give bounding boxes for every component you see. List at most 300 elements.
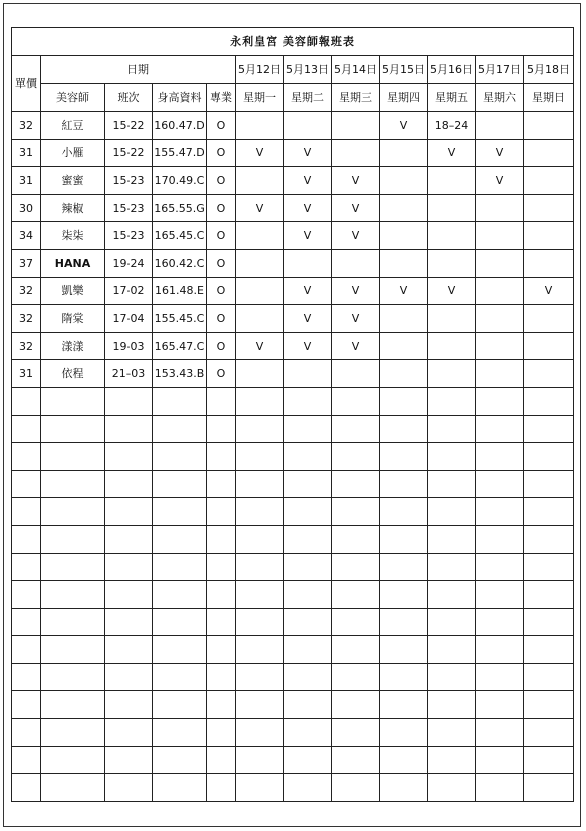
empty-cell [284,553,332,581]
day-cell [428,222,476,250]
shift-cell: 19-03 [105,332,153,360]
empty-cell [428,553,476,581]
empty-cell [105,498,153,526]
price-cell: 30 [12,194,41,222]
empty-cell [105,746,153,774]
empty-cell [476,581,524,609]
empty-cell [153,525,207,553]
day-cell: V [284,277,332,305]
empty-cell [284,387,332,415]
empty-cell [236,581,284,609]
header-weekday: 星期日 [524,84,574,112]
empty-cell [207,636,236,664]
empty-cell [207,443,236,471]
empty-cell [524,774,574,802]
empty-cell [476,608,524,636]
day-cell [284,112,332,140]
day-cell [524,112,574,140]
empty-cell [428,525,476,553]
table-row [12,112,574,140]
empty-cell [284,608,332,636]
empty-cell [380,498,428,526]
empty-cell [284,691,332,719]
empty-cell [12,415,41,443]
empty-cell [12,719,41,747]
empty-cell [153,443,207,471]
empty-cell [476,387,524,415]
empty-cell [380,443,428,471]
empty-cell [332,691,380,719]
empty-cell [236,415,284,443]
day-cell [428,332,476,360]
empty-cell [207,525,236,553]
empty-cell [41,719,105,747]
name-cell: HANA [41,249,105,277]
empty-cell [524,498,574,526]
shift-cell: 15-23 [105,222,153,250]
empty-row [12,746,574,774]
day-cell [524,194,574,222]
empty-cell [207,691,236,719]
special-cell: O [207,139,236,167]
empty-cell [476,415,524,443]
day-cell [332,249,380,277]
empty-cell [153,663,207,691]
empty-cell [41,774,105,802]
empty-cell [284,470,332,498]
day-cell [524,249,574,277]
empty-cell [12,498,41,526]
empty-cell [524,387,574,415]
empty-cell [236,774,284,802]
day-cell: V [284,305,332,333]
empty-cell [153,608,207,636]
empty-cell [332,498,380,526]
table-row [12,139,574,167]
header-shift: 班次 [105,84,153,112]
shift-cell: 17-04 [105,305,153,333]
day-cell [524,305,574,333]
empty-cell [153,691,207,719]
name-cell: 凱樂 [41,277,105,305]
shift-cell: 21–03 [105,360,153,388]
profile-cell: 165.55.G [153,194,207,222]
day-cell: V [332,167,380,195]
schedule-table [11,27,574,802]
empty-cell [12,746,41,774]
day-cell [476,222,524,250]
header-day-date: 5月14日 [332,56,380,84]
empty-cell [332,443,380,471]
name-cell: 小雁 [41,139,105,167]
empty-row [12,470,574,498]
price-cell: 37 [12,249,41,277]
name-cell: 隋棠 [41,305,105,333]
day-cell [236,167,284,195]
empty-cell [153,498,207,526]
empty-cell [332,553,380,581]
empty-cell [284,719,332,747]
special-cell: O [207,305,236,333]
empty-cell [476,498,524,526]
profile-cell: 155.47.D [153,139,207,167]
empty-cell [476,746,524,774]
price-cell: 34 [12,222,41,250]
empty-cell [284,525,332,553]
empty-cell [524,636,574,664]
empty-cell [207,663,236,691]
empty-cell [236,636,284,664]
empty-cell [380,719,428,747]
day-cell [284,249,332,277]
empty-cell [380,470,428,498]
day-cell [380,249,428,277]
empty-cell [428,774,476,802]
price-cell: 32 [12,277,41,305]
profile-cell: 170.49.C [153,167,207,195]
empty-cell [12,663,41,691]
profile-cell: 161.48.E [153,277,207,305]
header-weekday: 星期二 [284,84,332,112]
empty-cell [207,774,236,802]
empty-cell [236,663,284,691]
empty-cell [524,663,574,691]
empty-cell [284,443,332,471]
day-cell [284,360,332,388]
shift-cell: 19-24 [105,249,153,277]
day-cell [380,139,428,167]
empty-cell [236,553,284,581]
empty-cell [236,387,284,415]
price-cell: 32 [12,332,41,360]
empty-cell [41,663,105,691]
day-cell [380,222,428,250]
day-cell: V [476,167,524,195]
day-cell [428,167,476,195]
empty-cell [428,636,476,664]
empty-cell [476,663,524,691]
day-cell [428,249,476,277]
name-cell: 柒柒 [41,222,105,250]
empty-cell [380,415,428,443]
empty-cell [236,470,284,498]
empty-cell [41,470,105,498]
empty-cell [41,443,105,471]
empty-cell [41,415,105,443]
header-date: 日期 [41,56,236,84]
empty-cell [332,746,380,774]
empty-cell [236,525,284,553]
header-special: 專業 [207,84,236,112]
price-cell: 32 [12,112,41,140]
table-row [12,222,574,250]
empty-cell [428,746,476,774]
day-cell [236,112,284,140]
empty-cell [428,663,476,691]
empty-cell [428,608,476,636]
day-cell [380,194,428,222]
empty-cell [284,636,332,664]
empty-cell [105,553,153,581]
empty-cell [207,415,236,443]
empty-cell [12,636,41,664]
empty-cell [332,470,380,498]
special-cell: O [207,332,236,360]
empty-cell [105,636,153,664]
day-cell: V [332,332,380,360]
empty-cell [105,443,153,471]
empty-cell [105,608,153,636]
empty-cell [524,691,574,719]
empty-row [12,387,574,415]
table-row [12,305,574,333]
empty-cell [524,581,574,609]
empty-cell [332,608,380,636]
day-cell: V [524,277,574,305]
special-cell: O [207,249,236,277]
empty-cell [207,719,236,747]
empty-cell [332,415,380,443]
empty-row [12,608,574,636]
day-cell: V [332,222,380,250]
empty-cell [12,470,41,498]
day-cell: V [284,222,332,250]
day-cell [236,222,284,250]
table-row [12,194,574,222]
empty-cell [105,525,153,553]
shift-cell: 17-02 [105,277,153,305]
empty-cell [284,746,332,774]
profile-cell: 160.42.C [153,249,207,277]
day-cell [476,249,524,277]
day-cell: V [332,194,380,222]
day-cell [524,332,574,360]
empty-cell [207,581,236,609]
day-cell [380,305,428,333]
empty-cell [284,774,332,802]
table-row [12,332,574,360]
empty-cell [380,636,428,664]
empty-cell [524,553,574,581]
day-cell: V [476,139,524,167]
empty-cell [332,774,380,802]
empty-cell [380,387,428,415]
day-cell [236,360,284,388]
empty-cell [476,636,524,664]
day-cell: V [428,277,476,305]
empty-cell [153,387,207,415]
empty-cell [428,443,476,471]
special-cell: O [207,277,236,305]
empty-cell [476,691,524,719]
day-cell: V [236,139,284,167]
day-cell [428,360,476,388]
empty-cell [284,415,332,443]
shift-cell: 15-23 [105,167,153,195]
empty-cell [12,525,41,553]
price-cell: 31 [12,139,41,167]
empty-cell [105,719,153,747]
empty-cell [12,443,41,471]
header-weekday: 星期三 [332,84,380,112]
header-name: 美容師 [41,84,105,112]
empty-cell [524,443,574,471]
empty-row [12,774,574,802]
empty-cell [207,608,236,636]
empty-cell [105,774,153,802]
day-cell: V [428,139,476,167]
empty-cell [236,608,284,636]
empty-cell [284,498,332,526]
day-cell: V [236,332,284,360]
table-row [12,360,574,388]
empty-cell [380,746,428,774]
shift-cell: 15-22 [105,112,153,140]
empty-cell [332,719,380,747]
empty-row [12,553,574,581]
day-cell [524,167,574,195]
day-cell [524,360,574,388]
special-cell: O [207,167,236,195]
empty-cell [428,415,476,443]
price-cell: 31 [12,360,41,388]
shift-cell: 15-23 [105,194,153,222]
empty-cell [12,691,41,719]
empty-cell [284,581,332,609]
empty-cell [332,581,380,609]
empty-cell [332,387,380,415]
empty-cell [524,470,574,498]
profile-cell: 155.45.C [153,305,207,333]
header-weekday: 星期五 [428,84,476,112]
empty-row [12,525,574,553]
table-row [12,277,574,305]
empty-cell [153,415,207,443]
empty-cell [380,691,428,719]
header-day-date: 5月16日 [428,56,476,84]
day-cell [524,222,574,250]
empty-cell [428,691,476,719]
header-row-dates [12,56,574,84]
empty-cell [524,719,574,747]
empty-cell [380,525,428,553]
empty-cell [153,553,207,581]
day-cell: V [380,277,428,305]
empty-cell [105,387,153,415]
empty-cell [236,746,284,774]
empty-cell [332,663,380,691]
empty-cell [476,774,524,802]
empty-cell [236,691,284,719]
header-weekday: 星期六 [476,84,524,112]
empty-cell [476,443,524,471]
empty-row [12,415,574,443]
day-cell: V [332,277,380,305]
empty-cell [380,608,428,636]
empty-cell [476,719,524,747]
day-cell [236,277,284,305]
empty-cell [41,746,105,774]
header-price: 單價 [12,56,41,112]
price-cell: 32 [12,305,41,333]
day-cell [524,139,574,167]
empty-cell [524,415,574,443]
empty-row [12,636,574,664]
shift-cell: 15-22 [105,139,153,167]
empty-cell [207,387,236,415]
table-row [12,249,574,277]
special-cell: O [207,112,236,140]
header-weekday: 星期一 [236,84,284,112]
empty-cell [153,746,207,774]
empty-cell [476,525,524,553]
day-cell: V [380,112,428,140]
name-cell: 蜜蜜 [41,167,105,195]
empty-cell [207,470,236,498]
header-day-date: 5月18日 [524,56,574,84]
day-cell [476,360,524,388]
empty-cell [380,774,428,802]
empty-cell [12,387,41,415]
price-cell: 31 [12,167,41,195]
empty-cell [41,636,105,664]
day-cell: V [284,167,332,195]
empty-cell [207,746,236,774]
empty-cell [428,470,476,498]
empty-cell [153,470,207,498]
empty-row [12,443,574,471]
empty-cell [41,387,105,415]
empty-cell [105,691,153,719]
empty-cell [284,663,332,691]
empty-cell [105,663,153,691]
empty-row [12,663,574,691]
profile-cell: 165.45.C [153,222,207,250]
empty-cell [41,581,105,609]
header-day-date: 5月12日 [236,56,284,84]
empty-cell [524,608,574,636]
empty-cell [207,553,236,581]
day-cell [476,305,524,333]
empty-row [12,498,574,526]
empty-cell [153,581,207,609]
empty-cell [476,470,524,498]
empty-cell [428,581,476,609]
empty-cell [380,581,428,609]
day-cell [476,277,524,305]
day-cell [476,112,524,140]
empty-row [12,581,574,609]
profile-cell: 165.47.C [153,332,207,360]
day-cell [332,112,380,140]
empty-cell [41,691,105,719]
special-cell: O [207,360,236,388]
empty-cell [105,581,153,609]
empty-cell [332,636,380,664]
empty-cell [153,719,207,747]
empty-cell [524,746,574,774]
empty-row [12,691,574,719]
day-cell: V [284,332,332,360]
sheet-title: 永利皇宮 美容師報班表 [12,28,574,56]
day-cell [380,167,428,195]
header-profile: 身高資料 [153,84,207,112]
empty-cell [41,608,105,636]
empty-cell [153,774,207,802]
special-cell: O [207,194,236,222]
day-cell: V [284,139,332,167]
day-cell [476,332,524,360]
